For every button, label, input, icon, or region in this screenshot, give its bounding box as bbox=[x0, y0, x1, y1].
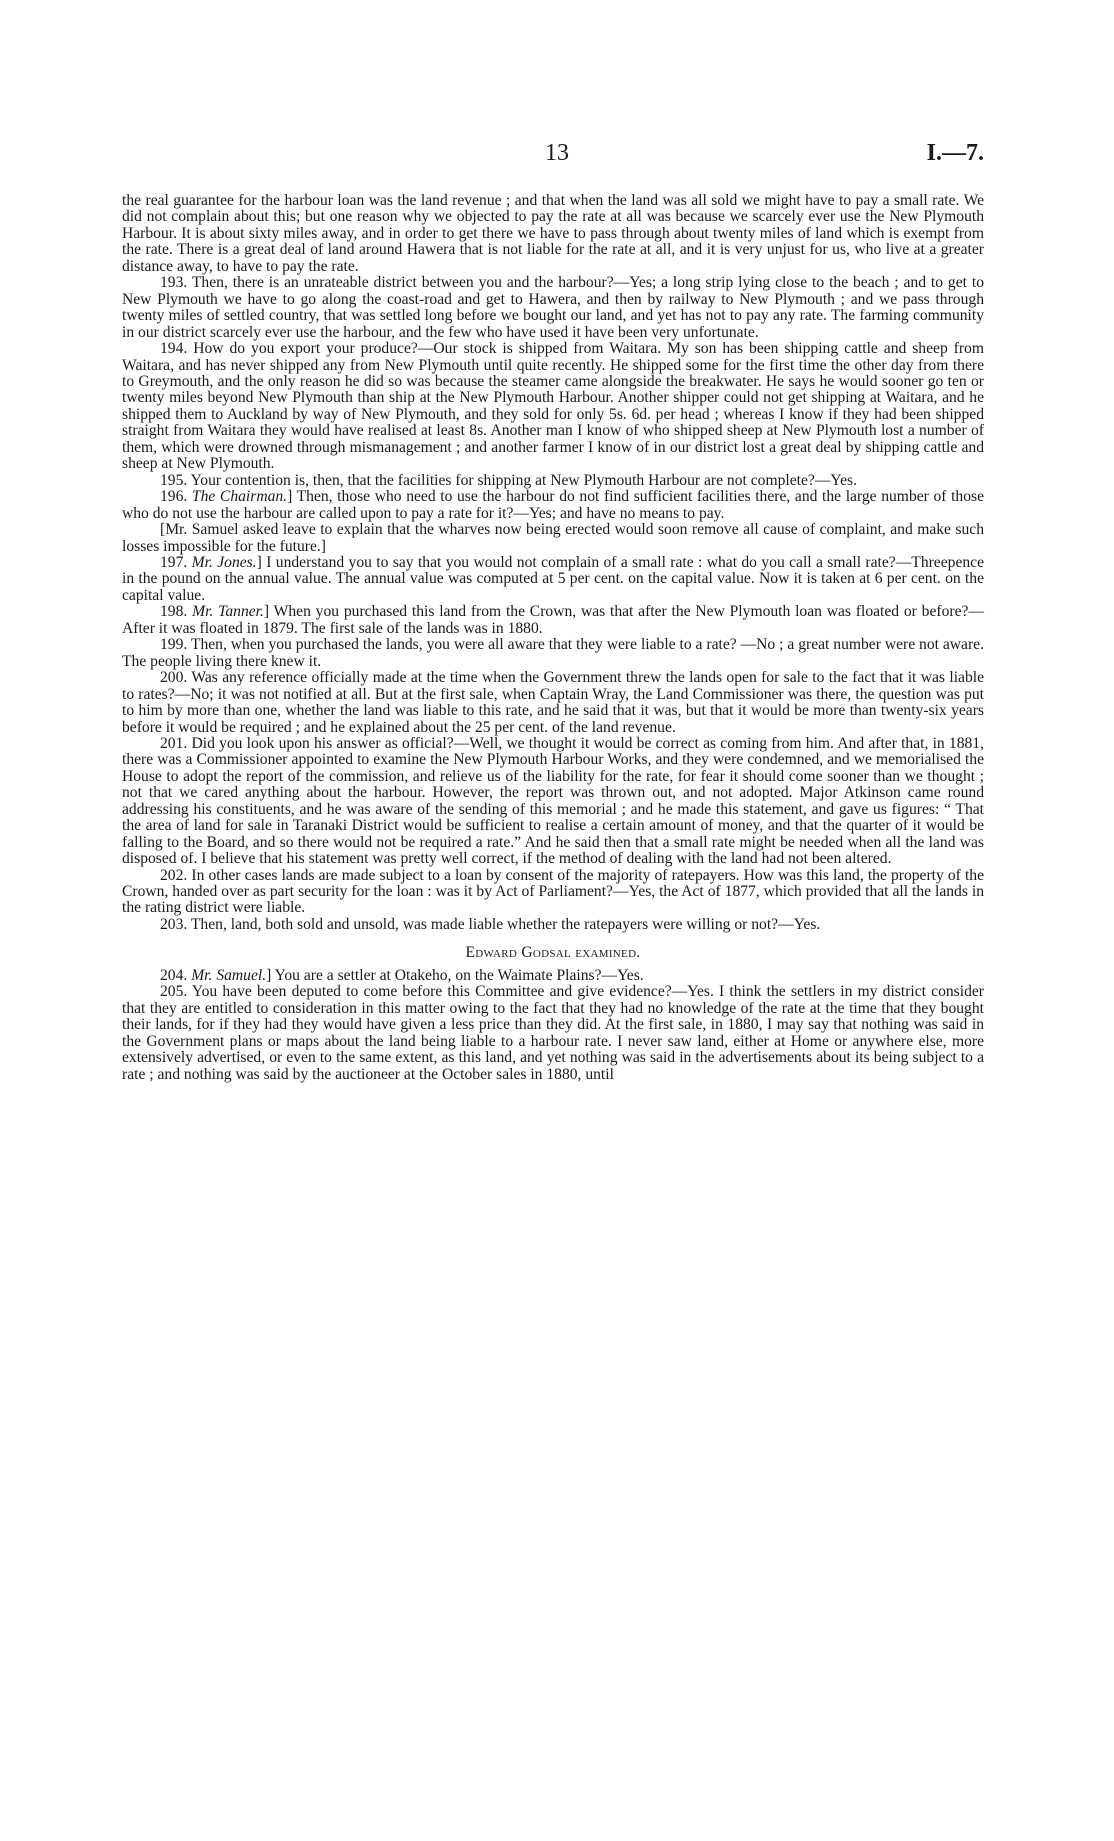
paragraph-197: 197. Mr. Jones.] I understand you to say that you would not complain of a small rate : what do you call a small rate?—Threepence in the pound on the annual value. The annual value was computed at 5 per cent. on the capital value. Now it is taken at 6 per cent. on the capital value. bbox=[122, 553, 985, 604]
paragraph-203: 203. Then, land, both sold and unsold, was made liable whether the ratepayers were willing or not?—Yes. bbox=[160, 915, 821, 933]
speaker-name: The Chairman. bbox=[191, 488, 288, 506]
paragraph-note: [Mr. Samuel asked leave to explain that the wharves now being erected would soon remove all cause of complaint, and make such losses impossible for the future.] bbox=[122, 521, 984, 555]
paragraph-199: 199. Then, when you purchased the lands, you were all aware that they were liable to a rate? —No ; a great number were not aware. The people living there knew it. bbox=[122, 636, 984, 670]
paragraph-205: 205. You have been deputed to come before this Committee and give evidence?—Yes. I think the settlers in my district consider that they are entitled to consideration in this matter owing to the fact that they had no knowledge of the rate at the time that they bought their lands, for if they had they would have given a less price than they did. At the first sale, in 1880, I may say that nothing was said in the Government plans or maps about the land being liable to a harbour rate. I never saw land, either at Home or anywhere else, more extensively advertised, or even to the same extent, as this land, and yet nothing was said in the advertisements about its being subject to a rate ; and nothing was said by the auctioneer at the October sales in 1880, until bbox=[122, 983, 984, 1083]
witness-heading: Edward Godsal examined. bbox=[465, 944, 641, 962]
document-reference: I.—7. bbox=[926, 140, 984, 166]
speaker-name: Mr. Jones. bbox=[191, 553, 257, 571]
paragraph-202: 202. In other cases lands are made subject to a loan by consent of the majority of ratepayers. How was this land, the property of the Crown, handed over as part security for the loan : was it by Act of Parliament?—Yes, the Act of 1877, which provided that all the lands in the rating district were liable. bbox=[122, 866, 984, 917]
paragraph-200: 200. Was any reference officially made at the time when the Government threw the lands open for sale to the fact that it was liable to rates?—No; it was not notified at all. But at the first sale, when Captain Wray, the Land Commissioner was there, the question was put to him by more than one, whether the land was liable to this rate, and he said that it was, but that it would be more than twenty-six years before it would be required ; and he explained about the 25 per cent. of the land revenue. bbox=[122, 669, 984, 736]
paragraph-194: 194. How do you export your produce?—Our stock is shipped from Waitara. My son has been shipping cattle and sheep from Waitara, and has never shipped any from New Plymouth until quite recently. He shipped some for the first time the other day from there to Greymouth, and the only reason he did so was because the steamer came alongside the breakwater. He says he would sooner go ten or twenty miles beyond New Plymouth than ship at the New Plymouth Harbour. Another shipper could not get shipping at Waitara, and he shipped them to Auckland by way of New Plymouth, and they sold for only 5s. 6d. per head ; whereas I know if they had been shipped straight from Waitara they would have realised at least 8s. Another man I know of who shipped sheep at New Plymouth lost a number of them, which were drowned through mismanagement ; and another farmer I know of in our district lost a great deal by shipping cattle and sheep at New Plymouth. bbox=[122, 340, 984, 473]
page-number: 13 bbox=[545, 140, 569, 166]
document-body bbox=[122, 193, 984, 1083]
paragraph-193: 193. Then, there is an unrateable district between you and the harbour?—Yes; a long strip lying close to the beach ; and to get to New Plymouth we have to go along the coast-road and get to Hawera, and then by railway to New Plymouth ; and we pass through twenty miles of settled country, that was settled long before we bought our land, and yet has not to pay any rate. The farming community in our district scarcely ever use the harbour, and the few who have used it have been very unfortunate. bbox=[122, 274, 984, 341]
paragraph-201: 201. Did you look upon his answer as official?—Well, we thought it would be correct as coming from him. And after that, in 1881, there was a Commissioner appointed to examine the New Plymouth Harbour Works, and they were condemned, and we memorialised the House to adopt the report of the commission, and relieve us of the liability for the rate, for fear it should come sooner than we thought ; not that we cared anything about the harbour. However, the report was thrown out, and not adopted. Major Atkinson came round addressing his constituents, and he was aware of the sending of this memorial ; and he made this statement, and gave us figures: “ That the area of land for sale in Taranaki District would be sufficient to realise a certain amount of money, and that the quarter of it would be falling to the Board, and so there would not be required a rate.” And he said then that a small rate might be needed when all the land was disposed of. I believe that his statement was pretty well correct, if the method of dealing with the land had not been altered. bbox=[122, 734, 984, 868]
paragraph-196: 196. The Chairman.] Then, those who need to use the harbour do not find sufficient facilities there, and the large number of those who do not use the harbour are called upon to pay a rate for it?—Yes; and have no means to pay. bbox=[122, 488, 984, 522]
paragraph-195: 195. Your contention is, then, that the facilities for shipping at New Plymouth Harbour are not complete?—Yes. bbox=[160, 471, 857, 489]
page-header bbox=[0, 140, 1114, 170]
paragraph-continuation: the real guarantee for the harbour loan was the land revenue ; and that when the land was all sold we might have to pay a small rate. We did not complain about this; but one reason why we objected to pay the rate at all was because we scarcely ever use the New Plymouth Harbour. It is about sixty miles away, and in order to get there we have to pass through about twenty miles of land which is exempt from the rate. There is a great deal of land around Hawera that is not liable for the rate at all, and it is very unjust for us, who live at a greater distance away, to have to pay the rate. bbox=[122, 192, 984, 275]
speaker-name: Mr. Samuel. bbox=[191, 966, 267, 984]
paragraph-204: 204. Mr. Samuel.] You are a settler at Otakeho, on the Waimate Plains?—Yes. bbox=[160, 966, 644, 984]
speaker-name: Mr. Tanner. bbox=[192, 603, 264, 621]
paragraph-198: 198. Mr. Tanner.] When you purchased this land from the Crown, was that after the New Plymouth loan was floated or before?—After it was floated in 1879. The first sale of the lands was in 1880. bbox=[122, 603, 985, 637]
